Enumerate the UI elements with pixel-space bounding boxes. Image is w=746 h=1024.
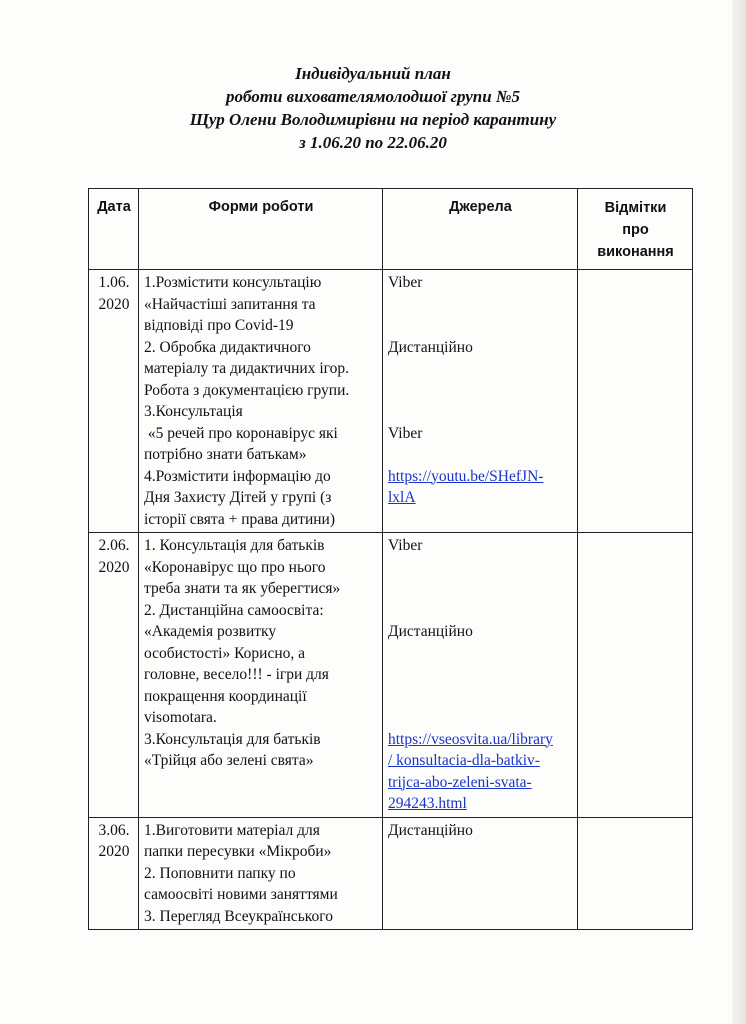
status-cell	[578, 270, 693, 533]
table-row	[89, 533, 693, 818]
title-line-1: Індивідуальний план	[295, 64, 451, 83]
document-title	[0, 62, 746, 154]
source-remote: Дистанційно	[388, 821, 473, 839]
title-line-4: з 1.06.20 по 22.06.20	[299, 133, 447, 152]
youtube-link[interactable]: https://youtu.be/SHefJN- lxlA	[388, 467, 544, 506]
status-cell	[578, 533, 693, 818]
status-cell	[578, 817, 693, 930]
table-header-row	[89, 189, 693, 270]
source-remote: Дистанційно	[388, 338, 473, 356]
column-header-date: Дата	[89, 189, 139, 270]
date-cell: 1.06. 2020	[89, 270, 139, 533]
column-header-work-forms: Форми роботи	[139, 189, 383, 270]
work-forms-cell: 1. Консультація для батьків «Коронавірус що про нього треба знати та як уберегтися» 2. Дистанційна самоосвіта: «Академія розвитку особистості» Корисно, а головне, весело!!! - ігри для покращення координації visomotara. 3.Консультація для батьків «Трійця або зелені свята»	[139, 533, 383, 818]
title-line-2: роботи вихователямолодшої групи №5	[226, 87, 520, 106]
source-remote: Дистанційно	[388, 623, 473, 640]
source-viber: Viber	[388, 274, 423, 291]
plan-table	[88, 188, 693, 930]
title-line-3: Щур Олени Володимирівни на період карантину	[189, 110, 557, 129]
vseosvita-link[interactable]: https://vseosvita.ua/library / konsultacia-dla-batkiv- trijca-abo-zeleni-svata- 294243.html	[388, 730, 553, 812]
source-viber: Viber	[388, 424, 423, 442]
work-forms-cell: 1.Розмістити консультацію «Найчастіші запитання та відповіді про Covid-19 2. Обробка дидактичного матеріалу та дидактичних ігор. Робота з документацією групи. 3.Консультація «5 речей про коронавірус які потрібно знати батькам» 4.Розмістити інформацію до Дня Захисту Дітей у групі (з історії свята + права дитини)	[139, 270, 383, 533]
date-cell: 2.06. 2020	[89, 533, 139, 818]
table-row	[89, 270, 693, 533]
sources-cell	[383, 533, 578, 818]
table-row	[89, 817, 693, 930]
sources-cell	[383, 817, 578, 930]
column-header-status: Відмітки про виконання	[578, 189, 693, 270]
work-forms-cell: 1.Виготовити матеріал для папки пересувки «Мікроби» 2. Поповнити папку по самоосвіті новими заняттями 3. Перегляд Всеукраїнського	[139, 817, 383, 930]
column-header-sources: Джерела	[383, 189, 578, 270]
date-cell: 3.06. 2020	[89, 817, 139, 930]
sources-cell	[383, 270, 578, 533]
source-viber: Viber	[388, 537, 423, 554]
